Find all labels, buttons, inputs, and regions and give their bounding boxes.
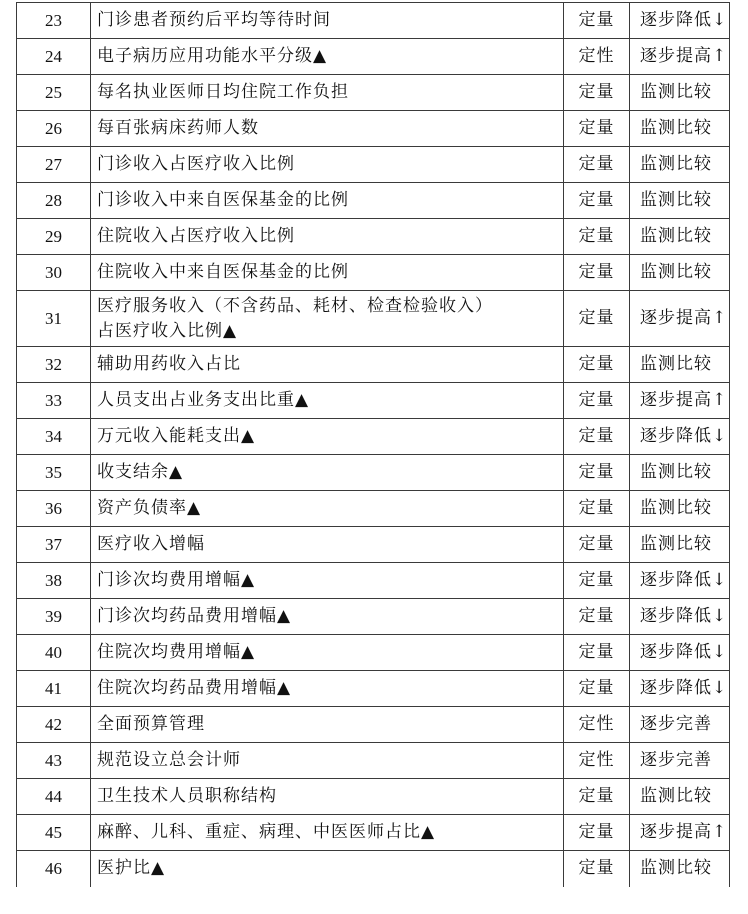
table-row bbox=[17, 419, 730, 455]
indicator-direction: 逐步提高↑ bbox=[630, 383, 730, 419]
row-number: 35 bbox=[17, 455, 91, 491]
indicator-direction: 监测比较 bbox=[630, 779, 730, 815]
table-row bbox=[17, 39, 730, 75]
indicator-name-text: 门诊收入占医疗收入比例 bbox=[97, 154, 295, 174]
indicator-type: 定量 bbox=[564, 599, 630, 635]
indicator-direction: 监测比较 bbox=[630, 111, 730, 147]
table-row bbox=[17, 383, 730, 419]
indicator-name-text: 万元收入能耗支出▲ bbox=[97, 426, 256, 446]
indicator-name bbox=[91, 111, 564, 147]
row-number: 26 bbox=[17, 111, 91, 147]
row-number: 24 bbox=[17, 39, 91, 75]
indicator-direction: 逐步降低↓ bbox=[630, 671, 730, 707]
indicator-name-text: 住院收入占医疗收入比例 bbox=[97, 226, 295, 246]
indicator-direction: 逐步降低↓ bbox=[630, 419, 730, 455]
indicator-name-text: 医疗收入增幅 bbox=[97, 534, 205, 554]
row-number: 39 bbox=[17, 599, 91, 635]
indicator-name-text: 辅助用药收入占比 bbox=[97, 354, 241, 374]
table-row bbox=[17, 111, 730, 147]
row-number: 27 bbox=[17, 147, 91, 183]
table-row bbox=[17, 219, 730, 255]
row-number: 40 bbox=[17, 635, 91, 671]
table-row bbox=[17, 707, 730, 743]
indicator-type: 定量 bbox=[564, 347, 630, 383]
indicator-name bbox=[91, 255, 564, 291]
indicator-name-text: 电子病历应用功能水平分级▲ bbox=[97, 46, 328, 66]
indicator-direction: 监测比较 bbox=[630, 75, 730, 111]
indicator-name-text: 住院次均费用增幅▲ bbox=[97, 642, 256, 662]
indicator-name-text: 人员支出占业务支出比重▲ bbox=[97, 390, 310, 410]
indicator-name bbox=[91, 851, 564, 887]
indicator-type: 定量 bbox=[564, 255, 630, 291]
indicator-type: 定量 bbox=[564, 75, 630, 111]
indicator-name bbox=[91, 599, 564, 635]
row-number: 36 bbox=[17, 491, 91, 527]
indicator-name-text: 门诊收入中来自医保基金的比例 bbox=[97, 190, 349, 210]
indicator-direction: 监测比较 bbox=[630, 527, 730, 563]
row-number: 32 bbox=[17, 347, 91, 383]
indicator-name bbox=[91, 563, 564, 599]
indicator-name bbox=[91, 815, 564, 851]
indicator-direction: 监测比较 bbox=[630, 255, 730, 291]
indicator-name-text: 每名执业医师日均住院工作负担 bbox=[97, 82, 349, 102]
indicator-direction: 逐步提高↑ bbox=[630, 291, 730, 347]
indicator-type: 定量 bbox=[564, 219, 630, 255]
indicator-direction: 监测比较 bbox=[630, 455, 730, 491]
indicator-name bbox=[91, 383, 564, 419]
row-number: 33 bbox=[17, 383, 91, 419]
indicator-direction: 逐步降低↓ bbox=[630, 3, 730, 39]
indicator-type: 定量 bbox=[564, 111, 630, 147]
indicator-name-text: 医护比▲ bbox=[97, 858, 166, 879]
indicator-direction: 逐步降低↓ bbox=[630, 635, 730, 671]
table-row bbox=[17, 851, 730, 887]
indicator-type: 定量 bbox=[564, 147, 630, 183]
row-number: 30 bbox=[17, 255, 91, 291]
indicator-name-text: 门诊患者预约后平均等待时间 bbox=[97, 10, 331, 30]
indicator-direction: 监测比较 bbox=[630, 183, 730, 219]
indicator-name bbox=[91, 455, 564, 491]
row-number: 29 bbox=[17, 219, 91, 255]
table-row bbox=[17, 455, 730, 491]
indicator-direction: 逐步完善 bbox=[630, 743, 730, 779]
table-row bbox=[17, 527, 730, 563]
indicator-type: 定量 bbox=[564, 491, 630, 527]
indicator-name bbox=[91, 3, 564, 39]
indicator-type: 定量 bbox=[564, 455, 630, 491]
row-number: 23 bbox=[17, 3, 91, 39]
indicator-name-text: 全面预算管理 bbox=[97, 714, 205, 734]
indicator-direction: 逐步降低↓ bbox=[630, 599, 730, 635]
indicator-name-text: 每百张病床药师人数 bbox=[97, 118, 259, 138]
row-number: 42 bbox=[17, 707, 91, 743]
indicator-type: 定性 bbox=[564, 707, 630, 743]
table-row bbox=[17, 743, 730, 779]
indicator-type: 定量 bbox=[564, 3, 630, 39]
table-row bbox=[17, 815, 730, 851]
indicator-name-text: 资产负债率▲ bbox=[97, 498, 202, 518]
row-number: 38 bbox=[17, 563, 91, 599]
indicator-name bbox=[91, 219, 564, 255]
indicator-name bbox=[91, 671, 564, 707]
table-row bbox=[17, 779, 730, 815]
indicator-name-text: 规范设立总会计师 bbox=[97, 750, 241, 770]
indicator-type: 定量 bbox=[564, 635, 630, 671]
row-number: 45 bbox=[17, 815, 91, 851]
row-number: 41 bbox=[17, 671, 91, 707]
indicator-name bbox=[91, 707, 564, 743]
indicator-direction: 逐步降低↓ bbox=[630, 563, 730, 599]
indicator-name-text: 住院次均药品费用增幅▲ bbox=[97, 678, 292, 698]
row-number: 28 bbox=[17, 183, 91, 219]
table-row bbox=[17, 599, 730, 635]
indicator-direction: 监测比较 bbox=[630, 347, 730, 383]
indicator-name bbox=[91, 183, 564, 219]
table-row bbox=[17, 491, 730, 527]
indicator-name bbox=[91, 779, 564, 815]
indicator-type: 定性 bbox=[564, 743, 630, 779]
indicator-type: 定量 bbox=[564, 291, 630, 347]
row-number: 44 bbox=[17, 779, 91, 815]
indicator-type: 定性 bbox=[564, 39, 630, 75]
indicator-type: 定量 bbox=[564, 527, 630, 563]
indicator-type: 定量 bbox=[564, 183, 630, 219]
indicator-name bbox=[91, 419, 564, 455]
indicator-name-text: 门诊次均费用增幅▲ bbox=[97, 570, 256, 590]
indicator-table-body bbox=[17, 3, 730, 887]
indicator-type: 定量 bbox=[564, 671, 630, 707]
row-number: 46 bbox=[17, 851, 91, 887]
indicator-direction: 监测比较 bbox=[630, 491, 730, 527]
indicator-name-text: 医疗服务收入（不含药品、耗材、检查检验收入） 占医疗收入比例▲ bbox=[97, 295, 493, 341]
indicator-direction: 监测比较 bbox=[630, 147, 730, 183]
indicator-name bbox=[91, 527, 564, 563]
indicator-name-text: 收支结余▲ bbox=[97, 462, 184, 482]
indicator-name bbox=[91, 491, 564, 527]
indicator-name bbox=[91, 743, 564, 779]
table-row bbox=[17, 3, 730, 39]
indicator-name bbox=[91, 291, 564, 347]
indicator-name-text: 门诊次均药品费用增幅▲ bbox=[97, 606, 292, 626]
indicator-direction: 逐步提高↑ bbox=[630, 39, 730, 75]
indicator-name bbox=[91, 147, 564, 183]
table-row bbox=[17, 75, 730, 111]
table-row bbox=[17, 255, 730, 291]
indicator-type: 定量 bbox=[564, 419, 630, 455]
indicator-type: 定量 bbox=[564, 815, 630, 851]
table-row bbox=[17, 563, 730, 599]
indicator-name bbox=[91, 347, 564, 383]
indicator-name bbox=[91, 75, 564, 111]
table-row bbox=[17, 347, 730, 383]
row-number: 25 bbox=[17, 75, 91, 111]
indicator-name bbox=[91, 39, 564, 75]
indicator-name-text: 住院收入中来自医保基金的比例 bbox=[97, 262, 349, 282]
row-number: 43 bbox=[17, 743, 91, 779]
indicator-direction: 监测比较 bbox=[630, 219, 730, 255]
table-row bbox=[17, 183, 730, 219]
table-row bbox=[17, 147, 730, 183]
indicator-type: 定量 bbox=[564, 779, 630, 815]
indicator-table bbox=[16, 2, 730, 887]
row-number: 34 bbox=[17, 419, 91, 455]
table-row bbox=[17, 671, 730, 707]
indicator-direction: 逐步完善 bbox=[630, 707, 730, 743]
indicator-name bbox=[91, 635, 564, 671]
indicator-name-text: 卫生技术人员职称结构 bbox=[97, 786, 277, 806]
indicator-type: 定量 bbox=[564, 563, 630, 599]
indicator-type: 定量 bbox=[564, 383, 630, 419]
row-number: 37 bbox=[17, 527, 91, 563]
row-number: 31 bbox=[17, 291, 91, 347]
indicator-direction: 监测比较 bbox=[630, 851, 730, 887]
indicator-name-text: 麻醉、儿科、重症、病理、中医医师占比▲ bbox=[97, 822, 436, 842]
indicator-type: 定量 bbox=[564, 851, 630, 887]
table-row bbox=[17, 635, 730, 671]
indicator-direction: 逐步提高↑ bbox=[630, 815, 730, 851]
table-row bbox=[17, 291, 730, 347]
